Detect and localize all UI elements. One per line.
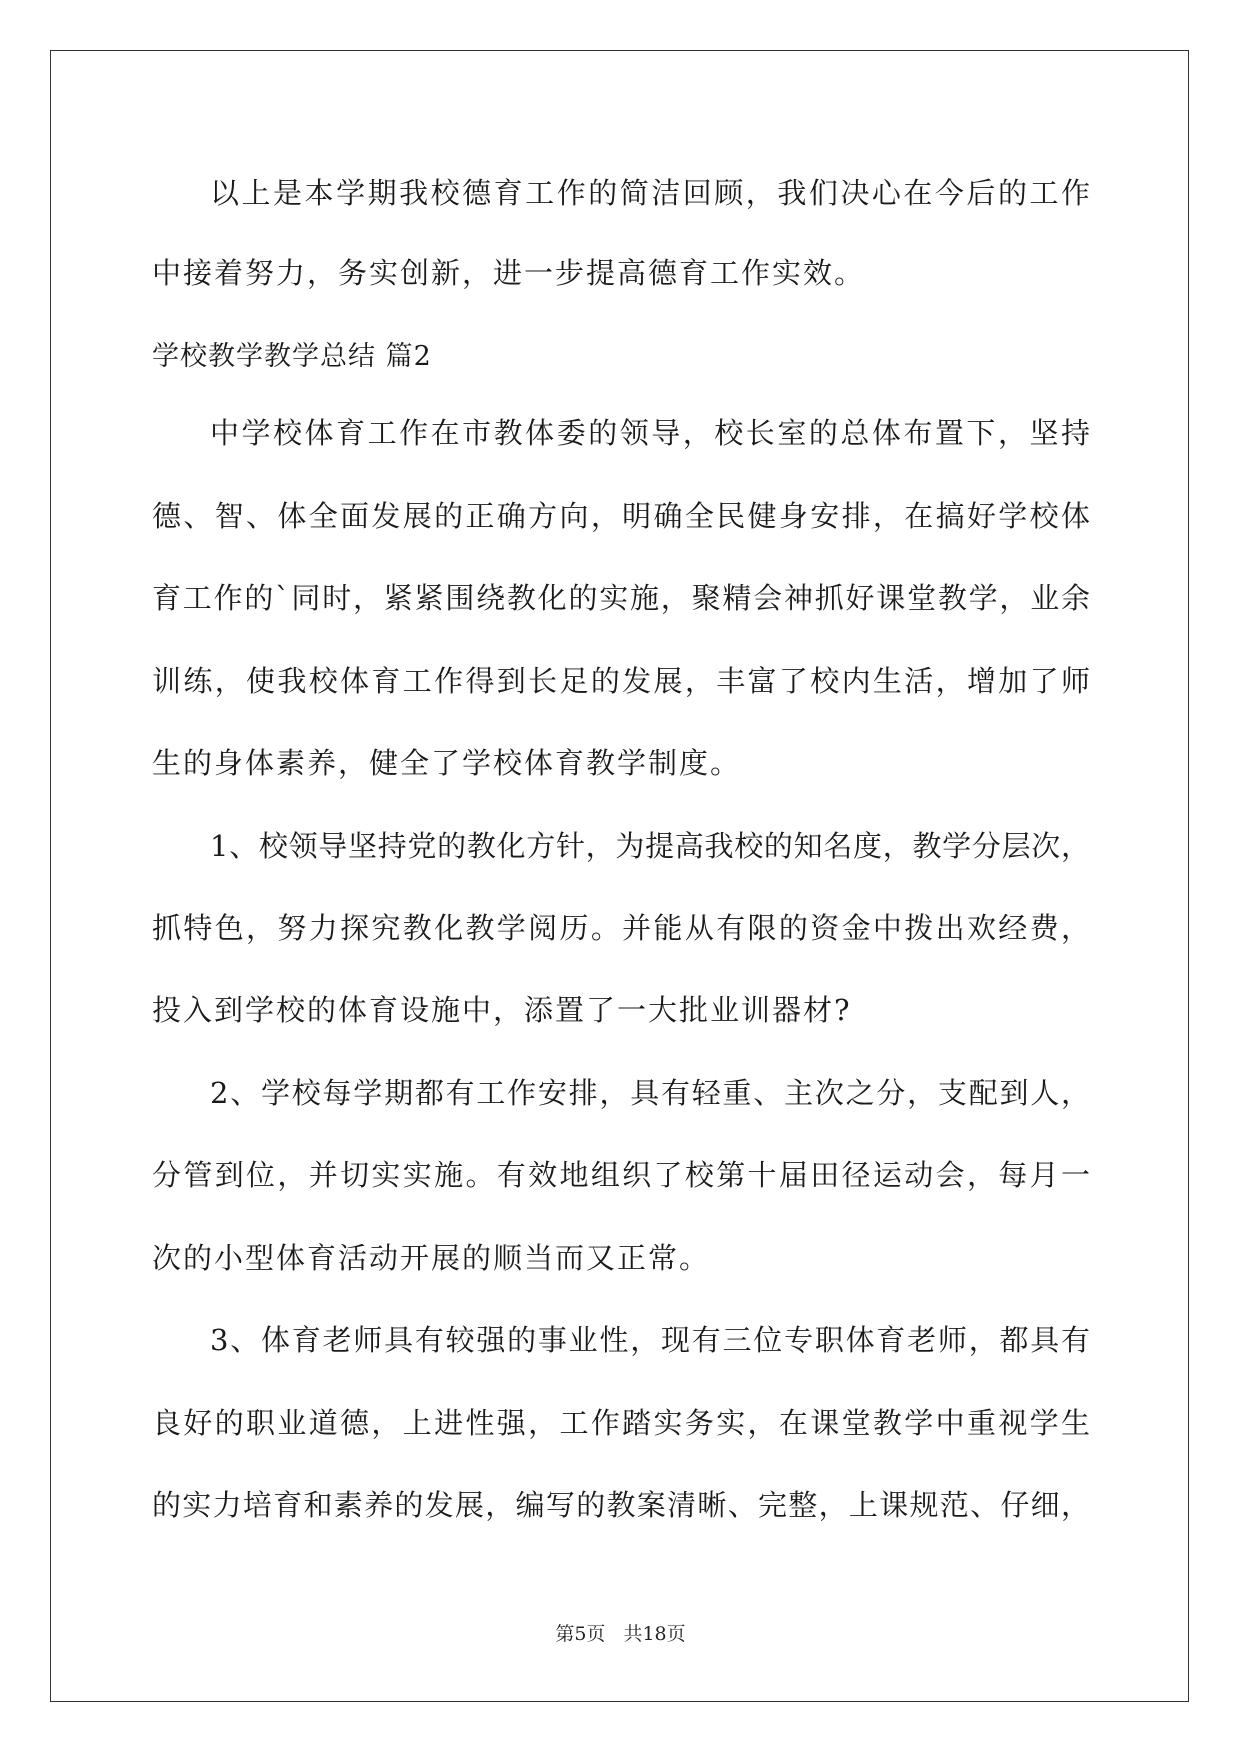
- page-footer: [0, 1622, 1241, 1646]
- paragraph-line: 中学校体育工作在市教体委的领导，校长室的总体布置下，坚持: [210, 416, 1090, 450]
- paragraph-line: 良好的职业道德，上进性强，工作踏实务实，在课堂教学中重视学生: [152, 1406, 1090, 1440]
- section-heading: 学校教学教学总结 篇2: [152, 341, 432, 372]
- paragraph-line: 分管到位，并切实实施。有效地组织了校第十届田径运动会，每月一: [152, 1158, 1090, 1192]
- paragraph-line: 投入到学校的体育设施中，添置了一大批业训器材?: [152, 993, 852, 1027]
- paragraph-line: 德、智、体全面发展的正确方向，明确全民健身安排，在搞好学校体: [152, 499, 1090, 533]
- paragraph-line: 3、体育老师具有较强的事业性，现有三位专职体育老师，都具有: [210, 1323, 1090, 1357]
- paragraph-line: 以上是本学期我校德育工作的简洁回顾，我们决心在今后的工作: [210, 176, 1090, 210]
- paragraph-line: 育工作的`同时，紧紧围绕教化的实施，聚精会神抓好课堂教学，业余: [152, 581, 1090, 615]
- page-number-total: 共18页: [623, 1623, 686, 1645]
- paragraph-line: 次的小型体育活动开展的顺当而又正常。: [152, 1241, 711, 1275]
- paragraph-line: 生的身体素养，健全了学校体育教学制度。: [152, 746, 742, 780]
- paragraph-line: 2、学校每学期都有工作安排，具有轻重、主次之分，支配到人，: [210, 1076, 1090, 1110]
- page-border: [50, 50, 1189, 1702]
- paragraph-line: 的实力培育和素养的发展，编写的教案清晰、完整，上课规范、仔细，: [152, 1488, 1090, 1522]
- paragraph-line: 中接着努力，务实创新，进一步提高德育工作实效。: [152, 256, 866, 290]
- page-number-current: 第5页: [555, 1623, 606, 1645]
- paragraph-line: 抓特色，努力探究教化教学阅历。并能从有限的资金中拨出欢经费，: [152, 911, 1090, 945]
- paragraph-line: 训练，使我校体育工作得到长足的发展，丰富了校内生活，增加了师: [152, 664, 1090, 698]
- paragraph-line: 1、校领导坚持党的教化方针，为提高我校的知名度，教学分层次，: [210, 829, 1090, 863]
